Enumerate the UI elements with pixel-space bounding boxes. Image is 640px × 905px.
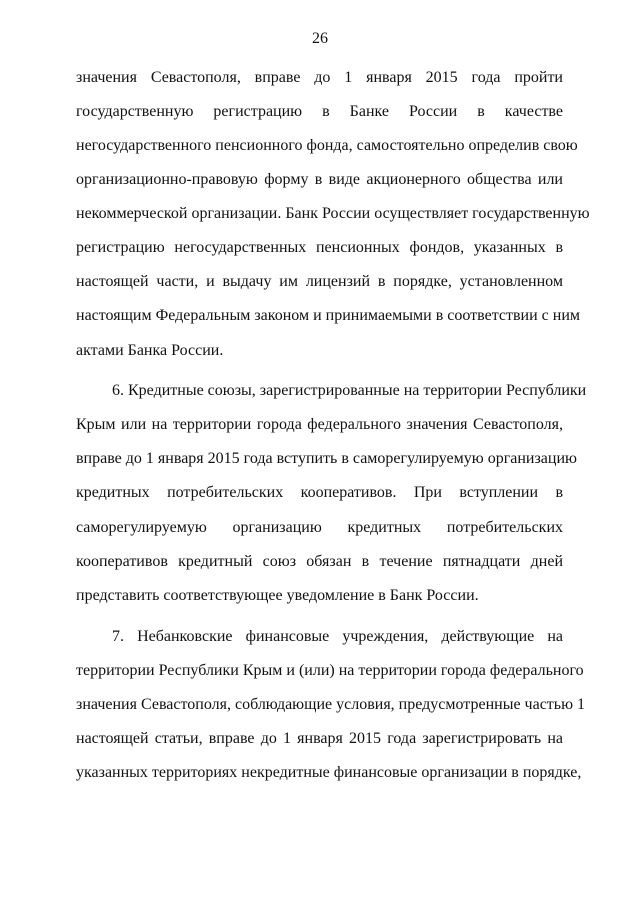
text-line: Крым или на территории города федерального значения Севастополя, bbox=[76, 416, 563, 433]
text-line: саморегулируемую организацию кредитных потребительских bbox=[76, 519, 563, 536]
text-line: организационно-правовую форму в виде акционерного общества или bbox=[76, 171, 563, 188]
text-line: представить соответствующее уведомление в Банк России. bbox=[76, 587, 479, 604]
text-line: указанных территориях некредитные финансовые организации в порядке, bbox=[76, 764, 582, 781]
text-line: 7. Небанковские финансовые учреждения, действующие на bbox=[112, 628, 563, 645]
text-line: настоящим Федеральным законом и принимаемыми в соответствии с ним bbox=[76, 307, 581, 324]
text-line: территории Республики Крым и (или) на территории города федерального bbox=[76, 662, 584, 679]
text-line: кооперативов кредитный союз обязан в течение пятнадцати дней bbox=[76, 553, 563, 570]
page-number: 26 bbox=[312, 30, 328, 47]
text-line: настоящей части, и выдачу им лицензий в порядке, установленном bbox=[76, 273, 563, 290]
text-line: актами Банка России. bbox=[76, 342, 224, 359]
text-line: некоммерческой организации. Банк России осуществляет государственную bbox=[76, 205, 590, 222]
text-line: настоящей статьи, вправе до 1 января 2015 года зарегистрировать на bbox=[76, 730, 563, 747]
text-line: негосударственного пенсионного фонда, самостоятельно определив свою bbox=[76, 137, 578, 154]
text-line: государственную регистрацию в Банке России в качестве bbox=[76, 103, 563, 120]
text-line: вправе до 1 января 2015 года вступить в саморегулируемую организацию bbox=[76, 450, 577, 467]
text-line: регистрацию негосударственных пенсионных фондов, указанных в bbox=[76, 239, 563, 256]
text-line: 6. Кредитные союзы, зарегистрированные на территории Республики bbox=[112, 382, 587, 399]
text-line: кредитных потребительских кооперативов. При вступлении в bbox=[76, 484, 563, 501]
text-line: значения Севастополя, соблюдающие условия, предусмотренные частью 1 bbox=[76, 696, 586, 713]
text-line: значения Севастополя, вправе до 1 января 2015 года пройти bbox=[76, 69, 563, 86]
